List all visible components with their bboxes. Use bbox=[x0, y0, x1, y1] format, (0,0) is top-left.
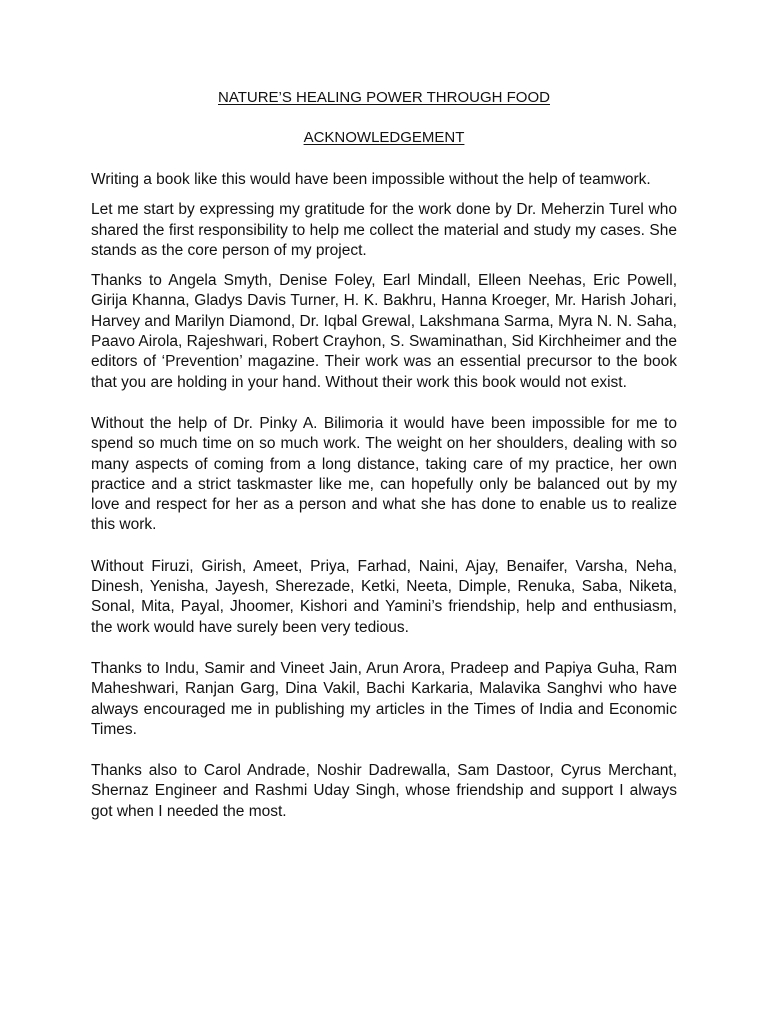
paragraph: Without Firuzi, Girish, Ameet, Priya, Farhad, Naini, Ajay, Benaifer, Varsha, Neha, Dinesh, Yenisha, Jayesh, Sherezade, Ketki, Neeta, Dimple, Renuka, Saba, Niketa, Sonal, Mita, Payal, Jhoomer, Kishori and Yamini’s friendship, help and enthusiasm, the work would have surely been very tedious. bbox=[91, 557, 677, 636]
document-title: NATURE’S HEALING POWER THROUGH FOOD bbox=[218, 89, 550, 106]
paragraph: Thanks to Angela Smyth, Denise Foley, Earl Mindall, Elleen Neehas, Eric Powell, Girija Khanna, Gladys Davis Turner, H. K. Bakhru, Hanna Kroeger, Mr. Harish Johari, Harvey and Marilyn Diamond, Dr. Iqbal Grewal, Lakshmana Sarma, Myra N. N. Saha, Paavo Airola, Rajeshwari, Robert Crayhon, S. Swaminathan, Sid Kirchheimer and the editors of ‘Prevention’ magazine. Their work was an essential precursor to the book that you are holding in your hand. Without their work this book would not exist. bbox=[91, 272, 677, 391]
paragraph: Writing a book like this would have been impossible without the help of teamwork. bbox=[91, 171, 651, 188]
document-body bbox=[91, 88, 677, 822]
paragraph: Let me start by expressing my gratitude for the work done by Dr. Meherzin Turel who shared the first responsibility to help me collect the material and study my cases. She stands as the core person of my project. bbox=[91, 201, 677, 259]
section-heading: ACKNOWLEDGEMENT bbox=[303, 129, 465, 146]
paragraph: Thanks to Indu, Samir and Vineet Jain, Arun Arora, Pradeep and Papiya Guha, Ram Maheshwari, Ranjan Garg, Dina Vakil, Bachi Karkaria, Malavika Sanghvi who have always encouraged me in publishing my articles in the Times of India and Economic Times. bbox=[91, 659, 677, 738]
paragraph: Without the help of Dr. Pinky A. Bilimoria it would have been impossible for me to spend so much time on so much work. The weight on her shoulders, dealing with so many aspects of coming from a long distance, taking care of my practice, her own practice and a strict taskmaster like me, can hopefully only be balanced out by my love and respect for her as a person and what she has done to enable us to realize this work. bbox=[91, 414, 677, 534]
paragraph: Thanks also to Carol Andrade, Noshir Dadrewalla, Sam Dastoor, Cyrus Merchant, Shernaz Engineer and Rashmi Uday Singh, whose friendship and support I always got when I needed the most. bbox=[91, 762, 677, 820]
